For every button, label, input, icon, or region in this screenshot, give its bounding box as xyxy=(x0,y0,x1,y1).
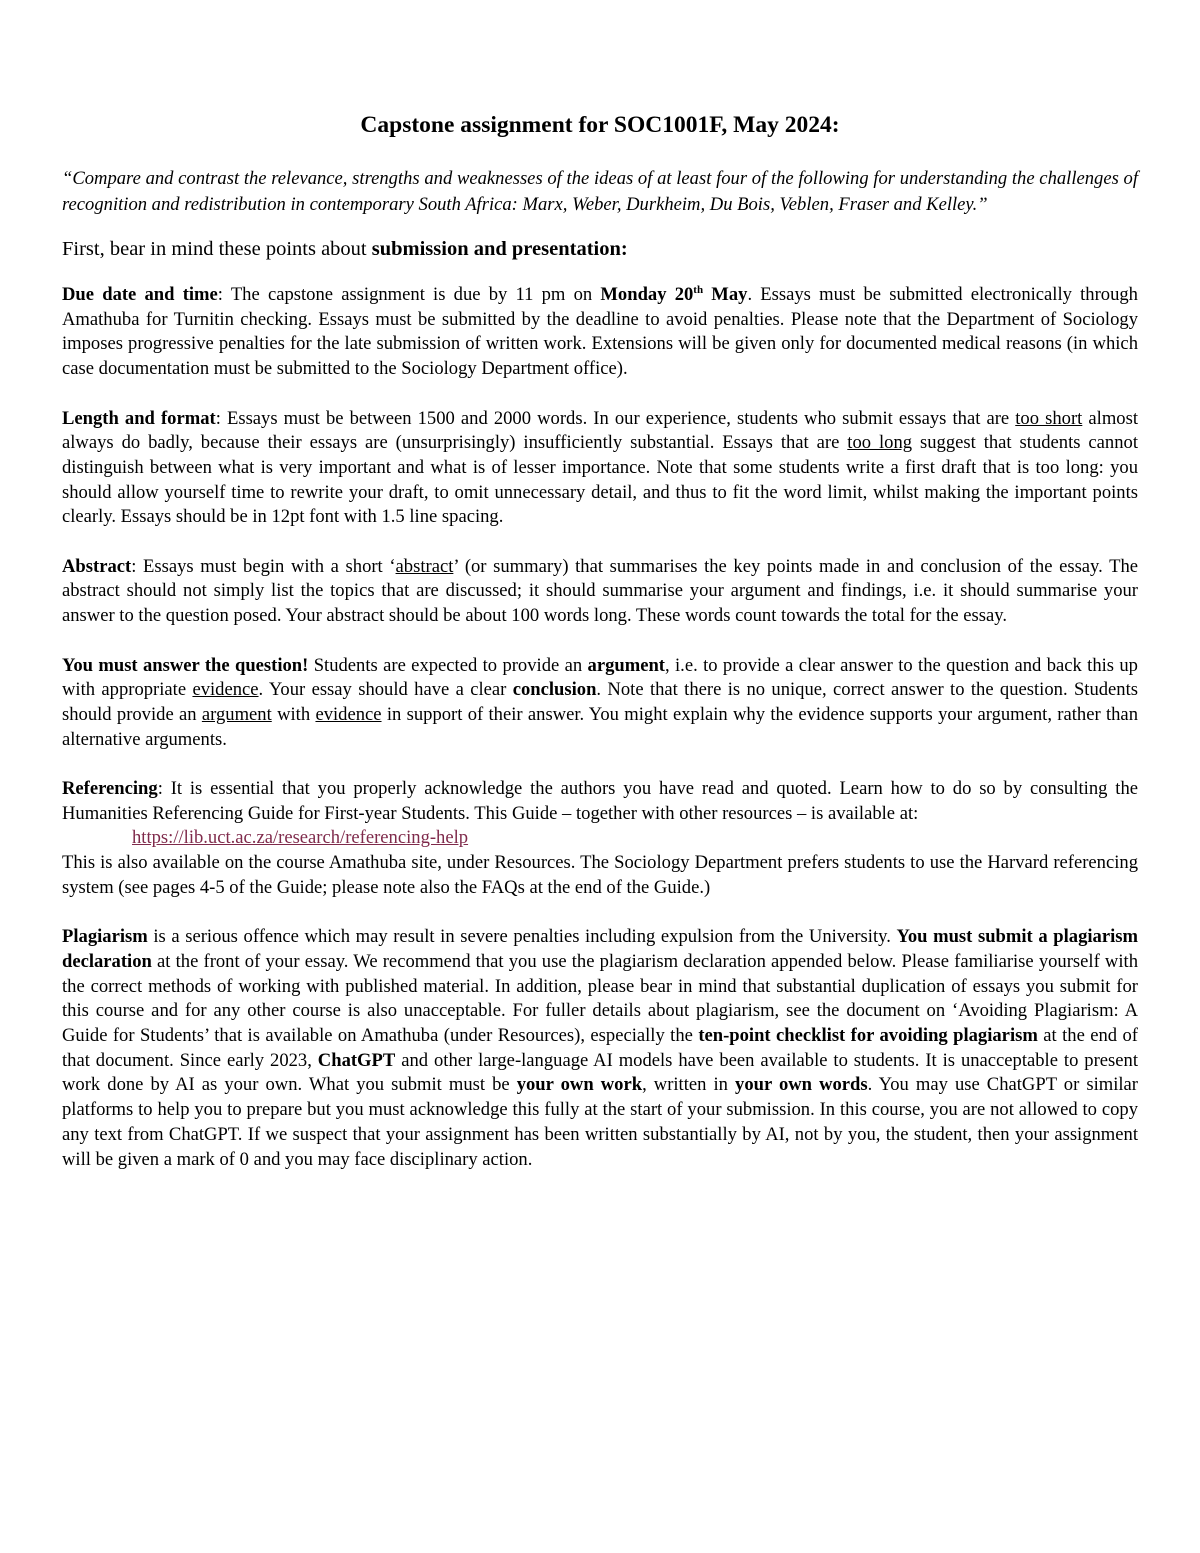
length-text-2: almost always do badly, because their essays are (unsurprisingly) insufficiently substantial. Essays that are xyxy=(62,407,1138,454)
plagiarism-text-6: . You may use ChatGPT or similar platforms to help you to prepare but you must acknowledge this fully at the start of your submission. In this course, you are not allowed to copy any text from ChatGPT. If we suspect that your assignment has been written substantially by AI, not by you, the student, then your assignment will be given a mark of 0 and you may face disciplinary action. xyxy=(62,1074,1138,1170)
abstract-underline: abstract xyxy=(395,555,454,577)
plagiarism-heading: Plagiarism xyxy=(62,926,148,948)
plagiarism-text-4: and other large-language AI models have been available to students. It is unacceptable to present work done by AI as your own. What you submit must be xyxy=(62,1049,1138,1096)
plagiarism-text-3: at the end of that document. Since early 2023, xyxy=(62,1025,1139,1071)
page-title: Capstone assignment for SOC1001F, May 2024: xyxy=(360,112,840,138)
abstract-text-2: ’ (or summary) that summarises the key points made in and conclusion of the essay. The abstract should not simply list the topics that are discussed; it should summarise your argument and findings, i.e. it should summarise your answer to the question posed. Your abstract should be about 100 words long. These words count towards the total for the essay. xyxy=(62,555,1138,627)
plagiarism-bold-declaration: You must submit a plagiarism declaration xyxy=(62,926,1138,972)
due-date-section xyxy=(62,283,1138,382)
answer-text-1: Students are expected to provide an xyxy=(308,654,588,676)
intro-bold: submission and presentation: xyxy=(371,238,628,260)
due-date-month: May xyxy=(703,284,748,305)
plagiarism-bold-own-work: your own work xyxy=(516,1074,643,1096)
due-text-2: . Essays must be submitted electronically through Amathuba for Turnitin checking. Essays must be submitted by the deadline to avoid penalties. Please note that the Department of Sociology imposes progressive penalties for the late submission of written work. Extensions will be given only for documented medical reasons (in which case documentation must be submitted to the Sociology Department office). xyxy=(62,284,1138,380)
answer-underline-argument: argument xyxy=(201,703,272,725)
answer-underline-evidence-2: evidence xyxy=(315,703,382,725)
answer-heading: You must answer the question! xyxy=(62,654,309,676)
due-heading: Due date and time xyxy=(62,284,218,305)
due-text-1: : The capstone assignment is due by 11 pm on xyxy=(217,284,601,305)
answer-underline-evidence: evidence xyxy=(192,679,259,701)
referencing-help-link[interactable]: https://lib.uct.ac.za/research/referencing-help xyxy=(132,827,469,849)
plagiarism-section xyxy=(62,925,1138,1172)
referencing-link-line xyxy=(62,826,1138,851)
length-text-1: : Essays must be between 1500 and 2000 words. In our experience, students who submit essays that are xyxy=(215,407,1016,429)
due-date-sup: th xyxy=(693,283,704,296)
referencing-text-1: : It is essential that you properly acknowledge the authors you have read and quoted. Learn how to do so by consulting the Humanities Referencing Guide for First-year Students. This Guide – together with other resources – is available at: xyxy=(62,778,1138,824)
length-heading: Length and format xyxy=(62,407,216,429)
answer-text-5: with xyxy=(271,703,316,725)
intro-line xyxy=(62,235,1138,263)
plagiarism-text-5: , written in xyxy=(642,1074,736,1096)
length-underline-too-long: too long xyxy=(847,432,913,454)
abstract-text-1: : Essays must begin with a short ‘ xyxy=(131,555,396,577)
abstract-section xyxy=(62,555,1138,629)
answer-text-3: . Your essay should have a clear xyxy=(258,679,513,701)
plagiarism-bold-chatgpt: ChatGPT xyxy=(317,1049,396,1071)
length-underline-too-short: too short xyxy=(1015,407,1083,429)
referencing-text-2: This is also available on the course Amathuba site, under Resources. The Sociology Department prefers students to use the Harvard referencing system (see pages 4-5 of the Guide; please note also the FAQs at the end of the Guide.) xyxy=(62,852,1138,898)
due-date-day: Monday 20 xyxy=(600,284,694,305)
due-date xyxy=(600,284,747,305)
plagiarism-bold-checklist: ten-point checklist for avoiding plagiarism xyxy=(698,1025,1038,1047)
plagiarism-text-2: at the front of your essay. We recommend that you use the plagiarism declaration appended below. Please familiarise yourself with the correct methods of working with published material. In addition, please bear in mind that substantial duplication of essays you submit for this course and for any other course is also unacceptable. For fuller details about plagiarism, see the document on ‘Avoiding Plagiarism: A Guide for Students’ that is available on Amathuba (under Resources), especially the xyxy=(62,950,1138,1047)
answer-text-6: in support of their answer. You might explain why the evidence supports your argument, rather than alternative arguments. xyxy=(62,703,1138,750)
referencing-section xyxy=(62,777,1138,901)
answer-text-2: , i.e. to provide a clear answer to the question and back this up with appropriate xyxy=(62,654,1138,701)
intro-text: First, bear in mind these points about xyxy=(62,238,372,260)
answer-question-section xyxy=(62,654,1138,753)
plagiarism-text-1: is a serious offence which may result in severe penalties including expulsion from the University. xyxy=(147,926,897,948)
answer-text-4: . Note that there is no unique, correct answer to the question. Students should provide an xyxy=(62,679,1139,725)
document-page xyxy=(62,110,1138,1197)
answer-bold-conclusion: conclusion xyxy=(512,679,597,701)
referencing-text xyxy=(62,777,1138,826)
answer-bold-argument: argument xyxy=(587,654,665,676)
essay-question: “Compare and contrast the relevance, strengths and weaknesses of the ideas of at least four of the following for understanding the challenges of recognition and redistribution in contemporary South Africa: Marx, Weber, Durkheim, Du Bois, Veblen, Fraser and Kelley.” xyxy=(62,168,1138,215)
plagiarism-bold-own-words: your own words xyxy=(735,1074,868,1096)
length-text-3: suggest that students cannot distinguish between what is very important and what is of lesser importance. Note that some students write a first draft that is too long: you should allow yourself time to rewrite your draft, to omit unnecessary detail, and thus to fit the word limit, whilst making the important points clearly. Essays should be in 12pt font with 1.5 line spacing. xyxy=(62,432,1138,528)
length-format-section xyxy=(62,407,1138,531)
referencing-heading: Referencing xyxy=(62,778,158,799)
abstract-heading: Abstract xyxy=(62,555,132,577)
